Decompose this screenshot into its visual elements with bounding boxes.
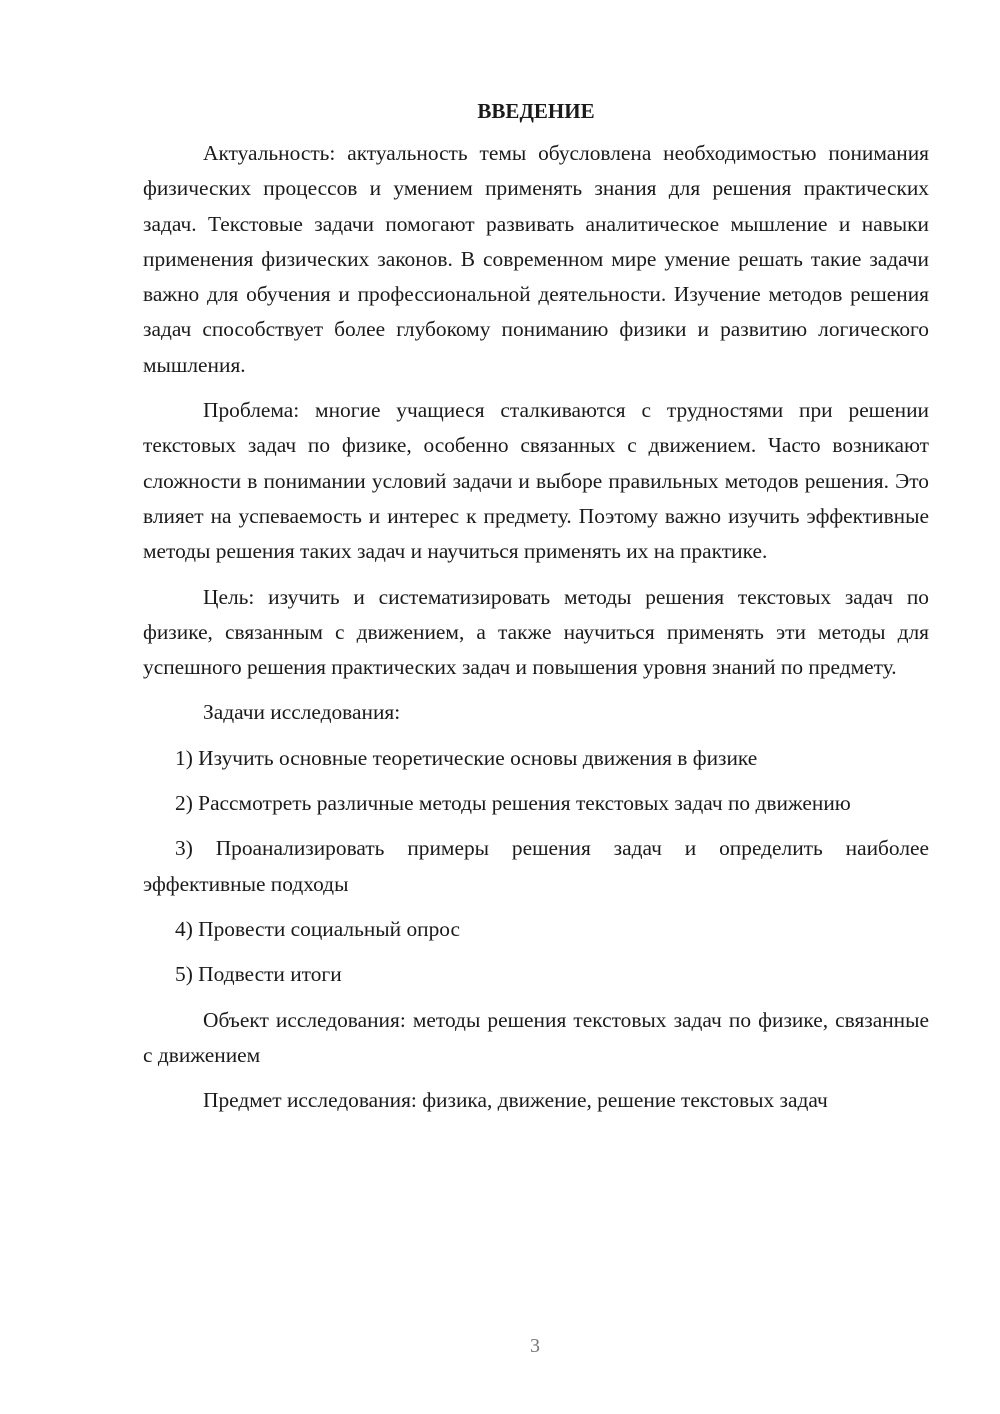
- section-title: ВВЕДЕНИЕ: [477, 99, 595, 123]
- relevance-paragraph: Актуальность: актуальность темы обусловлена необходимостью понимания физических процессов и умением применять знания для решения практических задач. Текстовые задачи помогают развивать аналитическое мышление и навыки применения физических законов. В современном мире умение решать такие задачи важно для обучения и профессиональной деятельности. Изучение методов решения задач способствует более глубокому пониманию физики и развитию логического мышления.: [143, 141, 929, 377]
- task-item: 5) Подвести итоги: [175, 962, 342, 987]
- task-item: 1) Изучить основные теоретические основы движения в физике: [175, 745, 758, 770]
- task-item: 2) Рассмотреть различные методы решения текстовых задач по движению: [175, 791, 851, 816]
- page-number: 3: [530, 1335, 540, 1357]
- problem-paragraph: Проблема: многие учащиеся сталкиваются с трудностями при решении текстовых задач по физике, особенно связанных с движением. Часто возникают сложности в понимании условий задачи и выборе правильных методов решения. Это влияет на успеваемость и интерес к предмету. Поэтому важно изучить эффективные методы решения таких задач и научиться применять их на практике.: [143, 398, 929, 564]
- object-paragraph: Объект исследования: методы решения текстовых задач по физике, связанные с движением: [143, 1007, 929, 1067]
- document-page: [143, 96, 929, 1128]
- tasks-list: [143, 741, 929, 993]
- task-item: 3) Проанализировать примеры решения задач и определить наиболее эффективные подходы: [143, 836, 929, 896]
- goal-paragraph: Цель: изучить и систематизировать методы решения текстовых задач по физике, связанным с движением, а также научиться применять эти методы для успешного решения практических задач и повышения уровня знаний по предмету.: [143, 584, 929, 680]
- subject-paragraph: Предмет исследования: физика, движение, решение текстовых задач: [203, 1088, 828, 1113]
- tasks-label: Задачи исследования:: [203, 700, 401, 725]
- task-item: 4) Провести социальный опрос: [175, 916, 461, 941]
